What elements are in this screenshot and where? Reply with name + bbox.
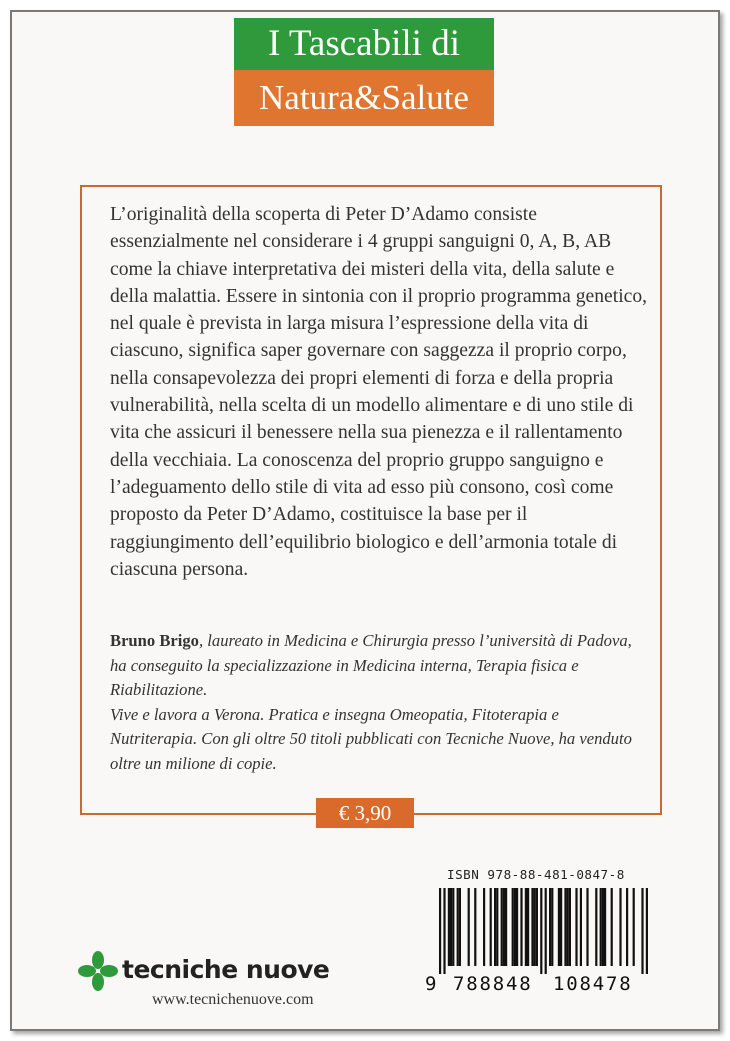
barcode-bar	[501, 888, 503, 966]
book-back-cover	[10, 10, 720, 1031]
author-bio-text1: , laureato in Medicina e Chirurgia presso l’università di Padova, ha conseguito la specializzazione in Medicina interna, Terapia fisica e Riabilitazione.	[110, 631, 632, 700]
price-tag: € 3,90	[316, 798, 414, 828]
barcode-bar	[619, 888, 621, 966]
cross-leaf-icon	[78, 951, 118, 991]
publisher-url: www.tecnichenuove.com	[152, 991, 314, 1008]
barcode-bar	[551, 888, 553, 966]
author-bio-text2: Vive e lavora a Verona. Pratica e insegna Omeopatia, Fitoterapia e Nutriterapia. Con gli oltre 50 titoli pubblicati con Tecniche Nuove, ha venduto oltre un milione di copie.	[110, 704, 632, 773]
barcode-bar	[490, 888, 492, 966]
barcode-bar	[496, 888, 498, 966]
barcode-bar	[525, 888, 527, 966]
barcode-bar	[633, 888, 635, 966]
isbn-barcode	[423, 855, 669, 1007]
series-title-line1: I Tascabili di	[234, 18, 494, 70]
barcode-bars	[439, 888, 663, 974]
publisher-name: tecniche nuove	[122, 955, 330, 984]
barcode-bar	[567, 888, 569, 966]
barcode-bar	[474, 888, 476, 966]
barcode-bar	[575, 888, 577, 966]
barcode-guard-bar	[641, 888, 643, 974]
series-title-line2: Natura&Salute	[234, 70, 494, 126]
barcode-bar	[602, 888, 604, 966]
series-logo	[234, 18, 494, 126]
author-bio	[110, 629, 650, 777]
barcode-bar	[569, 888, 571, 966]
barcode-bar	[604, 888, 606, 966]
barcode-bar	[457, 888, 459, 966]
barcode-guard-bar	[646, 888, 648, 974]
barcode-bar	[549, 888, 551, 966]
barcode-guard-bar	[439, 888, 441, 974]
barcode-digits-left: 788848	[453, 973, 533, 995]
barcode-digits-right: 108478	[553, 973, 633, 995]
barcode-bar	[514, 888, 516, 966]
barcode-bar	[586, 888, 588, 966]
barcode-bar	[448, 888, 450, 966]
barcode-bar	[520, 888, 522, 966]
barcode-bar	[534, 888, 536, 966]
barcode-bar	[626, 888, 628, 966]
barcode-bar	[494, 888, 496, 966]
barcode-guard-bar	[443, 888, 445, 974]
description-frame	[80, 185, 662, 815]
barcode-bar	[483, 888, 485, 966]
barcode-bar	[527, 888, 529, 966]
book-description: L’originalità della scoperta di Peter D’Adamo consiste essenzialmente nel considerare i 4 gruppi sanguigni 0, A, B, AB come la chiave interpretativa dei misteri della vita, della salute e della malattia. Essere in sintonia con il proprio programma genetico, nel quale è prevista in larga misura l’espressione della vita di ciascuno, significa saper governare con saggezza il proprio corpo, nella consapevolezza dei propri elementi di forza e della propria vulnerabilità, nella scelta di un modello alimentare e di uno stile di vita che assicuri il benessere nella sua pienezza e il rallentamento della vecchiaia. La conoscenza del proprio gruppo sanguigno e l’adeguamento dello stile di vita ad esso più consono, così come proposto da Peter D’Adamo, costituisce la base per il raggiungimento dell’equilibrio biologico e dell’armonia totale di ciascuna persona.	[110, 204, 648, 580]
barcode-bar	[459, 888, 461, 966]
barcode-bar	[531, 888, 533, 966]
isbn-label: ISBN 978-88-481-0847-8	[447, 867, 625, 882]
barcode-bar	[564, 888, 566, 966]
barcode-guard-bar	[540, 888, 542, 974]
barcode-bar	[450, 888, 452, 966]
barcode-bar	[560, 888, 562, 966]
barcode-bar	[536, 888, 538, 966]
barcode-bar	[611, 888, 613, 966]
barcode-bar	[505, 888, 507, 966]
barcode-bar	[595, 888, 597, 966]
publisher-logo	[74, 947, 364, 1017]
author-name: Bruno Brigo	[110, 631, 199, 650]
barcode-bar	[580, 888, 582, 966]
barcode-bar	[558, 888, 560, 966]
barcode-bar	[452, 888, 454, 966]
barcode-bar	[600, 888, 602, 966]
barcode-guard-bar	[545, 888, 547, 974]
barcode-bar	[516, 888, 518, 966]
barcode-digit-first: 9	[425, 973, 437, 995]
barcode-bar	[503, 888, 505, 966]
barcode-bar	[468, 888, 470, 966]
barcode-bar	[512, 888, 514, 966]
